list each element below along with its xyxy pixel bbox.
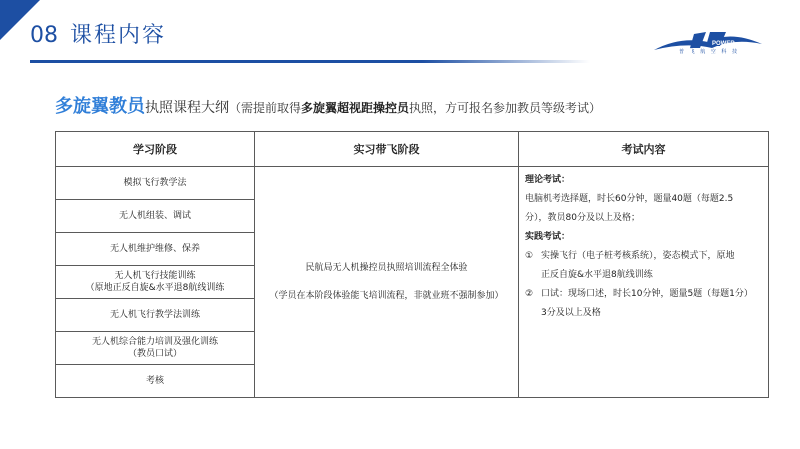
- stage-label: 无人机组装、调试: [118, 211, 191, 221]
- stage-label: 无人机飞行教学法训练: [109, 310, 200, 320]
- section-number: 08: [30, 23, 58, 48]
- exam-item-1-body: [541, 247, 762, 285]
- exam-item-2-body: [541, 285, 762, 323]
- logo-text: POWER: [712, 41, 735, 47]
- exam-item-2-line-1: 口试：现场口述，时长10分钟，题量5题（每题1分）: [541, 289, 753, 299]
- company-logo: [650, 28, 768, 62]
- table-header-row: [56, 132, 769, 167]
- stage-label: 无人机飞行技能训练: [114, 271, 196, 281]
- exam-cell: [519, 167, 769, 398]
- course-subtitle: [55, 92, 601, 118]
- exam-item-2-line-2: 3分及以上及格: [541, 308, 601, 318]
- stage-cell: [56, 200, 255, 233]
- stage-cell: [56, 365, 255, 398]
- stage-label-sub: （教员口试）: [127, 349, 182, 359]
- exam-item-2: [525, 285, 762, 323]
- header-exam-content: 考试内容: [519, 132, 769, 167]
- logo-subtext: 普 飞 航 空 科 技: [679, 49, 739, 55]
- stage-cell: [56, 266, 255, 299]
- exam-item-1-marker: ①: [525, 251, 534, 261]
- subtitle-note-open: （需提前取得: [229, 101, 302, 115]
- stage-label: 考核: [145, 376, 164, 386]
- subtitle-normal: 执照课程大纲: [145, 100, 229, 116]
- exam-item-1-line-2: 正反自旋&水平退8航线训练: [541, 270, 653, 280]
- exam-item-1-line-1: 实操飞行（电子桩考核系统），姿态模式下，原地: [541, 251, 735, 261]
- exam-item-1: [525, 247, 762, 285]
- subtitle-strong: 多旋翼教员: [55, 96, 145, 117]
- practice-cell: [255, 167, 519, 398]
- theory-line-1: 电脑机考选择题，时长60分钟，题量40题（每题2.5: [525, 194, 734, 204]
- stage-label: 模拟飞行教学法: [123, 178, 187, 188]
- subtitle-note-close: 执照，方可报名参加教员等级考试）: [409, 101, 602, 115]
- stage-cell: [56, 233, 255, 266]
- stage-label: 无人机维护维修、保养: [109, 244, 200, 254]
- title-underline: [30, 60, 590, 63]
- practice-line-1: 民航局无人机操控员执照培训流程全体验: [305, 263, 468, 273]
- stage-label-sub: （原地正反自旋&水平退8航线训练: [85, 283, 225, 293]
- header-practice-stage: 实习带飞阶段: [255, 132, 519, 167]
- practice-line-2: （学员在本阶段体验能飞培训流程，非就业班不强制参加）: [269, 291, 504, 301]
- header-study-stage: 学习阶段: [56, 132, 255, 167]
- theory-line-2: 分），教员80分及以上及格；: [525, 213, 640, 223]
- stage-cell: [56, 167, 255, 200]
- theory-title: 理论考试：: [525, 175, 571, 185]
- page-title: [30, 18, 166, 49]
- subtitle-note-strong: 多旋翼超视距操控员: [301, 101, 410, 115]
- course-outline-table: [55, 131, 769, 398]
- practice-exam-title: 实践考试：: [525, 232, 571, 242]
- section-title: 课程内容: [70, 23, 167, 48]
- stage-label: 无人机综合能力培训及强化训练: [91, 337, 218, 347]
- stage-cell: [56, 299, 255, 332]
- stage-cell: [56, 332, 255, 365]
- exam-item-2-marker: ②: [525, 289, 534, 299]
- practice-gap: [255, 276, 518, 288]
- table-row: [56, 167, 769, 200]
